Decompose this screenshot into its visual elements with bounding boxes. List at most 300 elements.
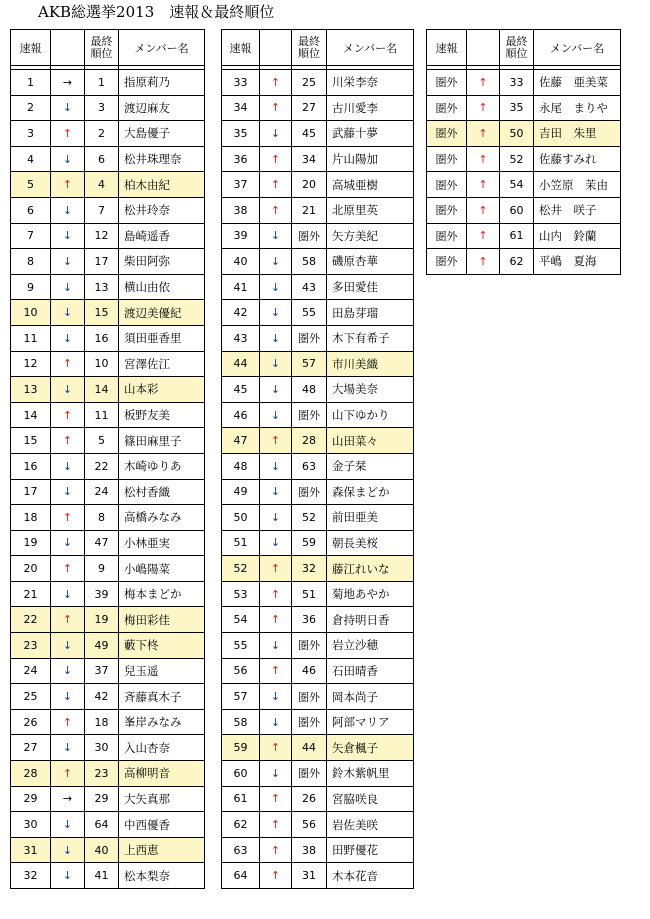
final-rank: 7 bbox=[85, 197, 119, 223]
table-row bbox=[222, 351, 414, 377]
table-row bbox=[222, 658, 414, 684]
arrow-up-icon: ↑ bbox=[467, 146, 500, 172]
member-name: 高城亜樹 bbox=[327, 172, 414, 198]
table-row bbox=[427, 223, 621, 249]
prelim-rank: 16 bbox=[11, 453, 51, 479]
final-rank: 58 bbox=[292, 249, 327, 275]
prelim-rank: 27 bbox=[11, 735, 51, 761]
table-row bbox=[11, 556, 205, 582]
member-name: 板野友美 bbox=[119, 402, 205, 428]
header-row bbox=[427, 30, 621, 66]
prelim-rank: 圏外 bbox=[427, 121, 467, 147]
arrow-down-icon: ↓ bbox=[260, 377, 292, 403]
arrow-down-icon: ↓ bbox=[51, 249, 85, 275]
prelim-rank: 12 bbox=[11, 351, 51, 377]
final-rank: 6 bbox=[85, 146, 119, 172]
arrow-down-icon: ↓ bbox=[51, 479, 85, 505]
table-body bbox=[222, 66, 414, 889]
member-name: 松井玲奈 bbox=[119, 197, 205, 223]
arrow-down-icon: ↓ bbox=[51, 146, 85, 172]
table-row bbox=[222, 786, 414, 812]
final-rank: 31 bbox=[292, 863, 327, 889]
table-row bbox=[222, 377, 414, 403]
final-rank: 43 bbox=[292, 274, 327, 300]
final-rank: 2 bbox=[85, 121, 119, 147]
prelim-rank: 43 bbox=[222, 325, 260, 351]
arrow-up-icon: ↑ bbox=[51, 607, 85, 633]
table-row bbox=[222, 812, 414, 838]
prelim-rank: 62 bbox=[222, 812, 260, 838]
arrow-down-icon: ↓ bbox=[51, 223, 85, 249]
table-row bbox=[222, 453, 414, 479]
arrow-down-icon: ↓ bbox=[260, 402, 292, 428]
member-name: 篠田麻里子 bbox=[119, 428, 205, 454]
prelim-rank: 24 bbox=[11, 658, 51, 684]
final-rank: 29 bbox=[85, 786, 119, 812]
final-rank: 38 bbox=[292, 837, 327, 863]
final-rank: 62 bbox=[500, 249, 534, 275]
arrow-up-icon: ↑ bbox=[51, 761, 85, 787]
final-rank: 27 bbox=[292, 95, 327, 121]
final-rank: 圏外 bbox=[292, 402, 327, 428]
prelim-rank: 21 bbox=[11, 581, 51, 607]
table-row bbox=[222, 530, 414, 556]
arrow-down-icon: ↓ bbox=[260, 351, 292, 377]
table-row bbox=[11, 351, 205, 377]
member-name: 武藤十夢 bbox=[327, 121, 414, 147]
final-rank: 34 bbox=[292, 146, 327, 172]
prelim-rank: 33 bbox=[222, 70, 260, 96]
member-name: 吉田 朱里 bbox=[534, 121, 621, 147]
prelim-rank: 10 bbox=[11, 300, 51, 326]
final-rank: 21 bbox=[292, 197, 327, 223]
member-name: 木本花音 bbox=[327, 863, 414, 889]
table-row bbox=[11, 172, 205, 198]
member-name: 山内 鈴蘭 bbox=[534, 223, 621, 249]
prelim-rank: 46 bbox=[222, 402, 260, 428]
final-rank: 8 bbox=[85, 505, 119, 531]
member-name: 小嶋陽菜 bbox=[119, 556, 205, 582]
final-rank: 37 bbox=[85, 658, 119, 684]
arrow-down-icon: ↓ bbox=[260, 709, 292, 735]
member-name: 岡本尚子 bbox=[327, 684, 414, 710]
table-row bbox=[222, 223, 414, 249]
prelim-rank: 32 bbox=[11, 863, 51, 889]
table-row bbox=[11, 658, 205, 684]
member-name: 佐藤 亜美菜 bbox=[534, 70, 621, 96]
table-row bbox=[222, 837, 414, 863]
header-prelim: 速報 bbox=[427, 30, 467, 66]
member-name: 大場美奈 bbox=[327, 377, 414, 403]
member-name: 岩佐美咲 bbox=[327, 812, 414, 838]
table-row bbox=[11, 223, 205, 249]
prelim-rank: 40 bbox=[222, 249, 260, 275]
final-rank: 22 bbox=[85, 453, 119, 479]
prelim-rank: 56 bbox=[222, 658, 260, 684]
prelim-rank: 53 bbox=[222, 581, 260, 607]
final-rank: 50 bbox=[500, 121, 534, 147]
arrow-down-icon: ↓ bbox=[51, 274, 85, 300]
prelim-rank: 28 bbox=[11, 761, 51, 787]
prelim-rank: 36 bbox=[222, 146, 260, 172]
table-row bbox=[11, 121, 205, 147]
arrow-up-icon: ↑ bbox=[260, 70, 292, 96]
header-final-line2: 順位 bbox=[298, 46, 320, 60]
member-name: 高柳明音 bbox=[119, 761, 205, 787]
arrow-up-icon: ↑ bbox=[467, 172, 500, 198]
arrow-up-icon: ↑ bbox=[51, 351, 85, 377]
final-rank: 40 bbox=[85, 837, 119, 863]
arrow-up-icon: ↑ bbox=[51, 556, 85, 582]
table-row bbox=[427, 121, 621, 147]
table-row bbox=[427, 95, 621, 121]
arrow-right-icon: → bbox=[51, 70, 85, 96]
prelim-rank: 58 bbox=[222, 709, 260, 735]
header-final bbox=[292, 30, 327, 66]
arrow-up-icon: ↑ bbox=[51, 402, 85, 428]
table-row bbox=[222, 402, 414, 428]
prelim-rank: 25 bbox=[11, 684, 51, 710]
table-row bbox=[222, 249, 414, 275]
table-row bbox=[222, 505, 414, 531]
final-rank: 48 bbox=[292, 377, 327, 403]
member-name: 渡辺美優紀 bbox=[119, 300, 205, 326]
table-row bbox=[222, 274, 414, 300]
table-body bbox=[11, 66, 205, 889]
member-name: 木下有希子 bbox=[327, 325, 414, 351]
final-rank: 52 bbox=[292, 505, 327, 531]
table-row bbox=[222, 197, 414, 223]
prelim-rank: 63 bbox=[222, 837, 260, 863]
member-name: 北原里英 bbox=[327, 197, 414, 223]
prelim-rank: 圏外 bbox=[427, 70, 467, 96]
arrow-down-icon: ↓ bbox=[51, 530, 85, 556]
final-rank: 25 bbox=[292, 70, 327, 96]
final-rank: 30 bbox=[85, 735, 119, 761]
arrow-down-icon: ↓ bbox=[260, 249, 292, 275]
prelim-rank: 48 bbox=[222, 453, 260, 479]
page-title: AKB総選挙2013 速報＆最終順位 bbox=[38, 3, 275, 21]
prelim-rank: 47 bbox=[222, 428, 260, 454]
header-trend bbox=[51, 30, 85, 66]
member-name: 矢方美紀 bbox=[327, 223, 414, 249]
member-name: 矢倉楓子 bbox=[327, 735, 414, 761]
table-header bbox=[222, 30, 414, 66]
final-rank: 45 bbox=[292, 121, 327, 147]
member-name: 古川愛李 bbox=[327, 95, 414, 121]
member-name: 平嶋 夏海 bbox=[534, 249, 621, 275]
final-rank: 12 bbox=[85, 223, 119, 249]
prelim-rank: 55 bbox=[222, 633, 260, 659]
prelim-rank: 11 bbox=[11, 325, 51, 351]
table-row bbox=[11, 300, 205, 326]
table-row bbox=[11, 274, 205, 300]
table-row bbox=[222, 556, 414, 582]
prelim-rank: 29 bbox=[11, 786, 51, 812]
prelim-rank: 圏外 bbox=[427, 249, 467, 275]
arrow-down-icon: ↓ bbox=[51, 325, 85, 351]
table-row bbox=[11, 453, 205, 479]
final-rank: 圏外 bbox=[292, 223, 327, 249]
table-row bbox=[11, 146, 205, 172]
prelim-rank: 37 bbox=[222, 172, 260, 198]
table-row bbox=[222, 70, 414, 96]
prelim-rank: 13 bbox=[11, 377, 51, 403]
member-name: 梅田彩佳 bbox=[119, 607, 205, 633]
final-rank: 56 bbox=[292, 812, 327, 838]
arrow-down-icon: ↓ bbox=[51, 581, 85, 607]
prelim-rank: 35 bbox=[222, 121, 260, 147]
member-name: 佐藤すみれ bbox=[534, 146, 621, 172]
member-name: 須田亜香里 bbox=[119, 325, 205, 351]
member-name: 山田菜々 bbox=[327, 428, 414, 454]
final-rank: 57 bbox=[292, 351, 327, 377]
final-rank: 14 bbox=[85, 377, 119, 403]
member-name: 宮脇咲良 bbox=[327, 786, 414, 812]
final-rank: 4 bbox=[85, 172, 119, 198]
member-name: 田野優花 bbox=[327, 837, 414, 863]
arrow-up-icon: ↑ bbox=[260, 863, 292, 889]
header-prelim: 速報 bbox=[222, 30, 260, 66]
arrow-down-icon: ↓ bbox=[260, 505, 292, 531]
member-name: 松井 咲子 bbox=[534, 197, 621, 223]
prelim-rank: 4 bbox=[11, 146, 51, 172]
arrow-up-icon: ↑ bbox=[51, 121, 85, 147]
header-final-line1: 最終 bbox=[505, 34, 528, 48]
final-rank: 41 bbox=[85, 863, 119, 889]
member-name: 金子栞 bbox=[327, 453, 414, 479]
table-row bbox=[222, 761, 414, 787]
arrow-down-icon: ↓ bbox=[51, 377, 85, 403]
final-rank: 54 bbox=[500, 172, 534, 198]
arrow-down-icon: ↓ bbox=[51, 735, 85, 761]
member-name: 高橋みなみ bbox=[119, 505, 205, 531]
header-final bbox=[85, 30, 119, 66]
table-row bbox=[11, 863, 205, 889]
arrow-down-icon: ↓ bbox=[260, 325, 292, 351]
arrow-down-icon: ↓ bbox=[51, 684, 85, 710]
header-final-line2: 順位 bbox=[90, 46, 113, 60]
final-rank: 24 bbox=[85, 479, 119, 505]
prelim-rank: 31 bbox=[11, 837, 51, 863]
prelim-rank: 20 bbox=[11, 556, 51, 582]
member-name: 藪下柊 bbox=[119, 633, 205, 659]
member-name: 大矢真那 bbox=[119, 786, 205, 812]
arrow-up-icon: ↑ bbox=[51, 172, 85, 198]
member-name: 島崎遥香 bbox=[119, 223, 205, 249]
final-rank: 47 bbox=[85, 530, 119, 556]
member-name: 兒玉遥 bbox=[119, 658, 205, 684]
arrow-up-icon: ↑ bbox=[260, 556, 292, 582]
table-row bbox=[11, 197, 205, 223]
table-row bbox=[222, 300, 414, 326]
table-row bbox=[11, 735, 205, 761]
member-name: 中西優香 bbox=[119, 812, 205, 838]
final-rank: 61 bbox=[500, 223, 534, 249]
final-rank: 5 bbox=[85, 428, 119, 454]
member-name: 上西恵 bbox=[119, 837, 205, 863]
member-name: 森保まどか bbox=[327, 479, 414, 505]
member-name: 川栄李奈 bbox=[327, 70, 414, 96]
member-name: 多田愛佳 bbox=[327, 274, 414, 300]
member-name: 朝長美桜 bbox=[327, 530, 414, 556]
prelim-rank: 17 bbox=[11, 479, 51, 505]
ranking-table-2 bbox=[221, 29, 414, 889]
table-row bbox=[11, 607, 205, 633]
final-rank: 圏外 bbox=[292, 709, 327, 735]
prelim-rank: 9 bbox=[11, 274, 51, 300]
arrow-up-icon: ↑ bbox=[467, 121, 500, 147]
arrow-up-icon: ↑ bbox=[260, 581, 292, 607]
arrow-up-icon: ↑ bbox=[260, 837, 292, 863]
member-name: 永尾 まりや bbox=[534, 95, 621, 121]
prelim-rank: 59 bbox=[222, 735, 260, 761]
final-rank: 36 bbox=[292, 607, 327, 633]
final-rank: 16 bbox=[85, 325, 119, 351]
table-row bbox=[11, 581, 205, 607]
member-name: 菊地あやか bbox=[327, 581, 414, 607]
prelim-rank: 42 bbox=[222, 300, 260, 326]
arrow-up-icon: ↑ bbox=[260, 658, 292, 684]
arrow-down-icon: ↓ bbox=[51, 633, 85, 659]
prelim-rank: 圏外 bbox=[427, 95, 467, 121]
table-body bbox=[427, 66, 621, 275]
table-row bbox=[11, 325, 205, 351]
prelim-rank: 15 bbox=[11, 428, 51, 454]
header-prelim: 速報 bbox=[11, 30, 51, 66]
final-rank: 55 bbox=[292, 300, 327, 326]
final-rank: 11 bbox=[85, 402, 119, 428]
arrow-up-icon: ↑ bbox=[260, 735, 292, 761]
prelim-rank: 2 bbox=[11, 95, 51, 121]
arrow-up-icon: ↑ bbox=[260, 812, 292, 838]
table-row bbox=[11, 684, 205, 710]
final-rank: 1 bbox=[85, 70, 119, 96]
arrow-down-icon: ↓ bbox=[51, 453, 85, 479]
member-name: 大島優子 bbox=[119, 121, 205, 147]
arrow-up-icon: ↑ bbox=[260, 146, 292, 172]
final-rank: 10 bbox=[85, 351, 119, 377]
prelim-rank: 41 bbox=[222, 274, 260, 300]
member-name: 磯原杏華 bbox=[327, 249, 414, 275]
member-name: 小笠原 茉由 bbox=[534, 172, 621, 198]
arrow-down-icon: ↓ bbox=[260, 684, 292, 710]
ranking-table-1 bbox=[10, 29, 205, 889]
prelim-rank: 26 bbox=[11, 709, 51, 735]
arrow-down-icon: ↓ bbox=[260, 633, 292, 659]
header-final-line1: 最終 bbox=[298, 34, 320, 48]
table-row bbox=[11, 95, 205, 121]
table-row bbox=[11, 530, 205, 556]
final-rank: 39 bbox=[85, 581, 119, 607]
prelim-rank: 38 bbox=[222, 197, 260, 223]
member-name: 阿部マリア bbox=[327, 709, 414, 735]
table-row bbox=[11, 786, 205, 812]
arrow-up-icon: ↑ bbox=[467, 70, 500, 96]
member-name: 横山由依 bbox=[119, 274, 205, 300]
final-rank: 60 bbox=[500, 197, 534, 223]
arrow-up-icon: ↑ bbox=[467, 223, 500, 249]
member-name: 斉藤真木子 bbox=[119, 684, 205, 710]
table-row bbox=[222, 121, 414, 147]
prelim-rank: 圏外 bbox=[427, 172, 467, 198]
table-row bbox=[222, 479, 414, 505]
final-rank: 圏外 bbox=[292, 633, 327, 659]
prelim-rank: 18 bbox=[11, 505, 51, 531]
prelim-rank: 45 bbox=[222, 377, 260, 403]
table-row bbox=[222, 95, 414, 121]
prelim-rank: 60 bbox=[222, 761, 260, 787]
final-rank: 17 bbox=[85, 249, 119, 275]
table-row bbox=[222, 735, 414, 761]
prelim-rank: 3 bbox=[11, 121, 51, 147]
final-rank: 33 bbox=[500, 70, 534, 96]
arrow-up-icon: ↑ bbox=[467, 249, 500, 275]
prelim-rank: 64 bbox=[222, 863, 260, 889]
final-rank: 圏外 bbox=[292, 684, 327, 710]
prelim-rank: 圏外 bbox=[427, 146, 467, 172]
prelim-rank: 1 bbox=[11, 70, 51, 96]
prelim-rank: 圏外 bbox=[427, 223, 467, 249]
arrow-down-icon: ↓ bbox=[260, 530, 292, 556]
member-name: 木崎ゆりあ bbox=[119, 453, 205, 479]
arrow-up-icon: ↑ bbox=[260, 95, 292, 121]
prelim-rank: 44 bbox=[222, 351, 260, 377]
table-row bbox=[222, 863, 414, 889]
header-trend bbox=[467, 30, 500, 66]
member-name: 石田晴香 bbox=[327, 658, 414, 684]
table-row bbox=[222, 325, 414, 351]
final-rank: 圏外 bbox=[292, 761, 327, 787]
member-name: 宮澤佐江 bbox=[119, 351, 205, 377]
table-row bbox=[11, 505, 205, 531]
prelim-rank: 57 bbox=[222, 684, 260, 710]
arrow-down-icon: ↓ bbox=[260, 274, 292, 300]
table-row bbox=[11, 428, 205, 454]
table-row bbox=[427, 70, 621, 96]
arrow-down-icon: ↓ bbox=[260, 761, 292, 787]
arrow-down-icon: ↓ bbox=[260, 223, 292, 249]
final-rank: 圏外 bbox=[292, 325, 327, 351]
arrow-up-icon: ↑ bbox=[260, 786, 292, 812]
final-rank: 32 bbox=[292, 556, 327, 582]
final-rank: 63 bbox=[292, 453, 327, 479]
final-rank: 59 bbox=[292, 530, 327, 556]
member-name: 藤江れいな bbox=[327, 556, 414, 582]
final-rank: 圏外 bbox=[292, 479, 327, 505]
final-rank: 35 bbox=[500, 95, 534, 121]
prelim-rank: 23 bbox=[11, 633, 51, 659]
header-member: メンバー名 bbox=[327, 30, 414, 66]
table-row bbox=[11, 402, 205, 428]
header-trend bbox=[260, 30, 292, 66]
member-name: 市川美織 bbox=[327, 351, 414, 377]
prelim-rank: 39 bbox=[222, 223, 260, 249]
final-rank: 46 bbox=[292, 658, 327, 684]
final-rank: 64 bbox=[85, 812, 119, 838]
table-row bbox=[11, 479, 205, 505]
arrow-down-icon: ↓ bbox=[260, 300, 292, 326]
prelim-rank: 50 bbox=[222, 505, 260, 531]
final-rank: 51 bbox=[292, 581, 327, 607]
table-row bbox=[11, 812, 205, 838]
prelim-rank: 圏外 bbox=[427, 197, 467, 223]
final-rank: 23 bbox=[85, 761, 119, 787]
arrow-up-icon: ↑ bbox=[51, 709, 85, 735]
member-name: 梅本まどか bbox=[119, 581, 205, 607]
arrow-up-icon: ↑ bbox=[51, 428, 85, 454]
final-rank: 13 bbox=[85, 274, 119, 300]
